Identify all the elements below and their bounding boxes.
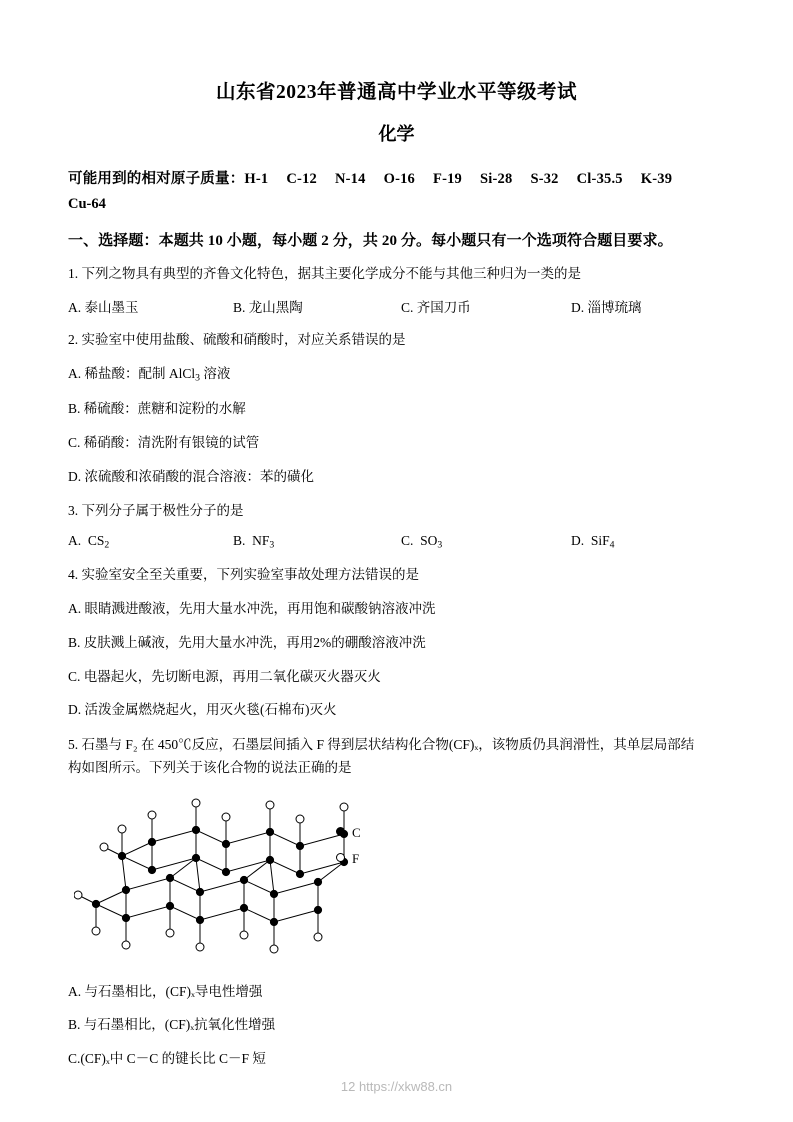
question-2-text: 实验室中使用盐酸、硫酸和硝酸时，对应关系错误的是 [81,331,406,347]
option-label: D. [68,702,82,718]
option-label: A. [68,299,82,315]
atomic-mass-c: C-12 [286,171,317,187]
question-5-option-a [68,981,725,1003]
filled-circle-icon [336,827,345,836]
page-title: 山东省2023年普通高中学业水平等级考试 [215,82,577,103]
question-1-option-c [401,296,571,316]
atomic-mass-k: K-39 [640,171,673,187]
option-formula: $CS_2$ [84,533,110,552]
option-label: A. [68,983,82,999]
question-4-number: 4. [68,567,79,583]
question-1-option-d [571,296,642,316]
page-footer [0,1079,793,1094]
question-5-number: 5. [68,736,79,752]
option-label: B. [68,634,81,650]
option-label: C. [68,434,81,450]
atomic-mass-line2: Cu-64 [68,195,106,212]
open-circle-icon [336,853,345,862]
atomic-mass-f: F-19 [433,171,463,187]
question-5-text-line1: 石墨与 F₂ 在 450℃反应，石墨层间插入 F 得到层状结构化合物(CF)ₓ，该物质仍具润滑性，其单层局部结 [81,736,695,752]
option-formula: $SO_3$ [416,533,443,552]
question-3-options [68,533,725,551]
page-number: 12 [340,1079,356,1094]
question-3-option-b [233,533,401,551]
question-5-option-c [68,1048,725,1070]
question-1-number: 1. [68,265,79,281]
subject-title: 化学 [378,124,415,144]
question-4-option-a [68,598,725,620]
question-1-text: 下列之物具有典型的齐鲁文化特色，据其主要化学成分不能与其他三种归为一类的是 [81,265,581,281]
option-text: (CF)ₓ中 C－C 的键长比 C－F 短 [80,1050,266,1066]
question-1-options [68,296,725,316]
legend-label-carbon: C [352,824,361,840]
option-label: A. [68,533,82,549]
question-3-option-c [401,533,571,551]
question-1-option-b [233,296,401,316]
atomic-mass-si: Si-28 [480,171,513,187]
question-5-stem [68,734,725,780]
option-label: C. [68,1050,81,1066]
option-text: 与石墨相比，(CF)ₓ导电性增强 [84,983,263,999]
question-2-option-c [68,432,725,454]
option-formula: SiF$_4$ [587,533,615,552]
option-text: 淄博琉璃 [587,299,642,315]
question-3-number: 3. [68,503,79,519]
option-text: 稀硝酸：清洗附有银镜的试管 [83,434,260,450]
option-text: 眼睛溅进酸液，先用大量水冲洗，再用饱和碳酸钠溶液冲洗 [84,601,436,617]
question-5-option-b [68,1014,725,1036]
option-text: 浓硫酸和浓硝酸的混合溶液：苯的磺化 [84,468,314,484]
question-2-number: 2. [68,331,79,347]
legend-item-fluorine [336,846,361,872]
question-4-option-d [68,699,725,721]
atomic-mass-cl: Cl-35.5 [576,171,623,187]
option-label: D. [68,468,82,484]
option-text: 活泼金属燃烧起火，用灭火毯(石棉布)灭火 [84,702,337,718]
option-text: 泰山墨玉 [84,299,139,315]
option-formula: $NF_3$ [248,533,275,552]
question-3-text: 下列分子属于极性分子的是 [81,503,244,519]
question-5-options [68,981,725,1070]
option-label: B. [68,1017,81,1033]
option-label: B. [233,299,246,315]
question-2-option-b [68,398,725,420]
legend-item-carbon [336,820,361,846]
question-2-options [68,363,725,487]
option-text: 皮肤溅上碱液，先用大量水冲洗，再用2%的硼酸溶液冲洗 [83,634,426,650]
question-4-text: 实验室安全至关重要，下列实验室事故处理方法错误的是 [81,567,419,583]
option-label: D. [571,533,585,549]
legend-label-fluorine: F [352,850,360,866]
question-4-stem [68,564,725,586]
option-label: B. [233,533,246,549]
question-3-option-a [68,533,233,551]
option-label: C. [401,533,414,549]
option-label: C. [68,668,81,684]
question-1-stem [68,263,725,285]
atomic-mass-h: H-1 [244,171,269,187]
option-label: B. [68,401,81,417]
question-5-text-line2: 构如图所示。下列关于该化合物的说法正确的是 [68,759,352,775]
atomic-mass-s: S-32 [530,171,559,187]
question-5-figure [74,794,725,969]
option-text: 稀盐酸：配制 AlCl$_3$ 溶液 [84,366,231,384]
question-1-option-a [68,296,233,316]
question-2-option-a [68,363,725,386]
option-text: 齐国刀币 [416,299,471,315]
question-3-option-d [571,533,615,551]
footer-watermark: https://xkw88.cn [358,1079,453,1094]
option-text: 稀硫酸：蔗糖和淀粉的水解 [83,401,246,417]
section-heading: 一、选择题：本题共 10 小题，每小题 2 分，共 20 分。每小题只有一个选项符合题目要求。 [68,232,673,249]
question-4-option-b [68,632,725,654]
question-3-stem [68,500,725,522]
option-text: 龙山黑陶 [248,299,303,315]
atomic-mass-n: N-14 [334,171,366,187]
option-label: C. [401,299,414,315]
question-4-option-c [68,666,725,688]
option-label: D. [571,299,585,315]
figure-legend [336,820,361,872]
question-4-options [68,598,725,720]
option-label: A. [68,601,82,617]
atomic-mass-line [68,166,725,194]
option-label: A. [68,366,82,382]
option-text: 电器起火，先切断电源，再用二氧化碳灭火器灭火 [83,668,381,684]
question-2-stem [68,329,725,351]
option-text: 与石墨相比，(CF)ₓ抗氧化性增强 [83,1017,276,1033]
atomic-mass-o: O-16 [383,171,416,187]
atomic-mass-label: 可能用到的相对原子质量： [68,171,245,187]
question-2-option-d [68,466,725,488]
